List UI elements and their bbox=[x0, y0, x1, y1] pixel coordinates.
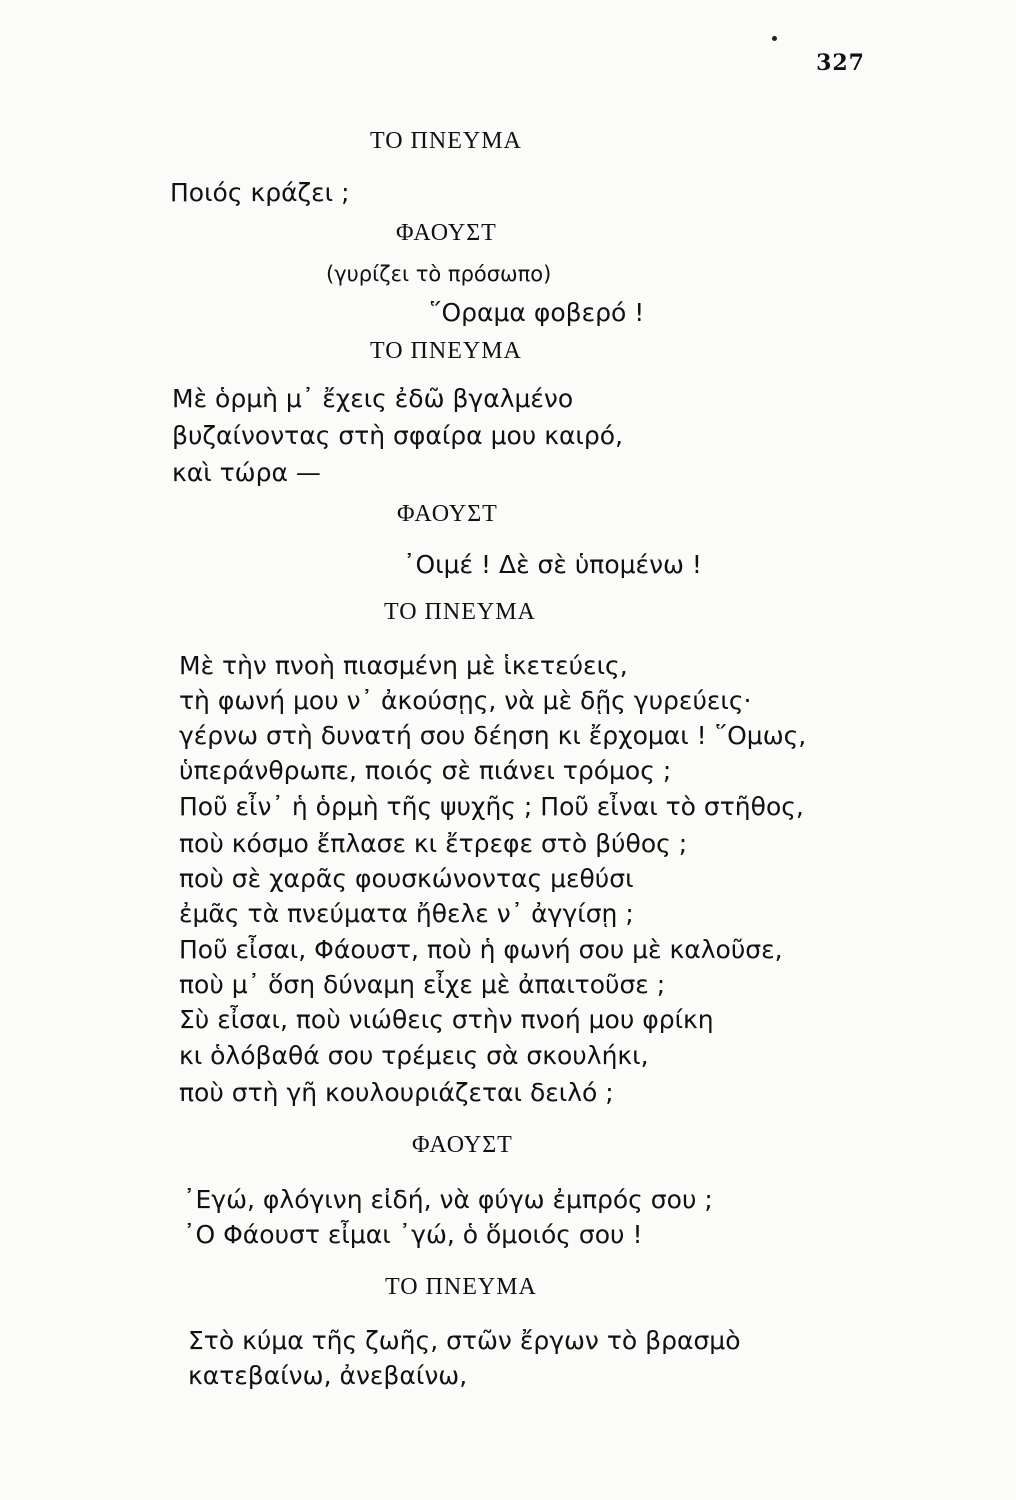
verse-line: Μὲ τὴν πνοὴ πιασμένη μὲ ἱκετεύεις, bbox=[179, 651, 628, 680]
speaker-heading: ΤΟ ΠΝΕΥΜΑ bbox=[385, 1274, 537, 1300]
stage-direction: (γυρίζει τὸ πρόσωπο) bbox=[326, 262, 552, 286]
speaker-heading: ΦΑΟΥΣΤ bbox=[396, 220, 497, 246]
verse-line: βυζαίνοντας στὴ σφαίρα μου καιρό, bbox=[172, 421, 623, 450]
verse-line: κι ὁλόβαθά σου τρέμεις σὰ σκουλήκι, bbox=[179, 1041, 649, 1070]
verse-line: Ποιός κράζει ; bbox=[170, 178, 350, 207]
verse-line: ῞Οραμα φοβερό ! bbox=[429, 298, 645, 327]
verse-line: καὶ τώρα — bbox=[172, 458, 321, 487]
verse-line: Σὺ εἶσαι, ποὺ νιώθεις στὴν πνοή μου φρίκη bbox=[179, 1005, 714, 1034]
verse-line: γέρνω στὴ δυνατή σου δέηση κι ἔρχομαι ! ῞Ομως, bbox=[179, 721, 807, 750]
verse-line: Στὸ κύμα τῆς ζωῆς, στῶν ἔργων τὸ βρασμὸ bbox=[188, 1326, 741, 1355]
verse-line: ᾽Ο Φάουστ εἶμαι ᾽γώ, ὁ ὅμοιός σου ! bbox=[183, 1220, 643, 1249]
page-number: 327 bbox=[816, 50, 865, 76]
ink-dot bbox=[772, 36, 777, 41]
verse-line: κατεβαίνω, ἀνεβαίνω, bbox=[188, 1361, 468, 1390]
verse-line: ἐμᾶς τὰ πνεύματα ἤθελε ν᾽ ἀγγίσῃ ; bbox=[179, 899, 634, 928]
verse-line: Μὲ ὁρμὴ μ᾽ ἔχεις ἐδῶ βγαλμένο bbox=[172, 384, 574, 413]
verse-line: Ποῦ εἶν᾽ ἡ ὁρμὴ τῆς ψυχῆς ; Ποῦ εἶναι τὸ στῆθος, bbox=[179, 792, 804, 821]
verse-line: ᾽Οιμέ ! Δὲ σὲ ὑπομένω ! bbox=[403, 550, 702, 579]
speaker-heading: ΤΟ ΠΝΕΥΜΑ bbox=[384, 599, 536, 625]
verse-line: τὴ φωνή μου ν᾽ ἀκούσῃς, νὰ μὲ δῇς γυρεύεις· bbox=[179, 686, 752, 715]
verse-line: ᾽Εγώ, φλόγινη εἰδή, νὰ φύγω ἐμπρός σου ; bbox=[183, 1185, 713, 1214]
speaker-heading: ΤΟ ΠΝΕΥΜΑ bbox=[370, 128, 522, 154]
verse-line: ποὺ κόσμο ἔπλασε κι ἔτρεφε στὸ βύθος ; bbox=[179, 829, 688, 858]
verse-line: ὑπεράνθρωπε, ποιός σὲ πιάνει τρόμος ; bbox=[179, 756, 672, 785]
verse-line: ποὺ σὲ χαρᾶς φουσκώνοντας μεθύσι bbox=[179, 864, 634, 893]
verse-line: Ποῦ εἶσαι, Φάουστ, ποὺ ἡ φωνή σου μὲ καλοῦσε, bbox=[179, 935, 783, 964]
speaker-heading: ΤΟ ΠΝΕΥΜΑ bbox=[370, 338, 522, 364]
verse-line: ποὺ μ᾽ ὅση δύναμη εἶχε μὲ ἀπαιτοῦσε ; bbox=[179, 970, 666, 999]
verse-line: ποὺ στὴ γῆ κουλουριάζεται δειλό ; bbox=[179, 1078, 614, 1107]
speaker-heading: ΦΑΟΥΣΤ bbox=[397, 501, 498, 527]
speaker-heading: ΦΑΟΥΣΤ bbox=[412, 1132, 513, 1158]
